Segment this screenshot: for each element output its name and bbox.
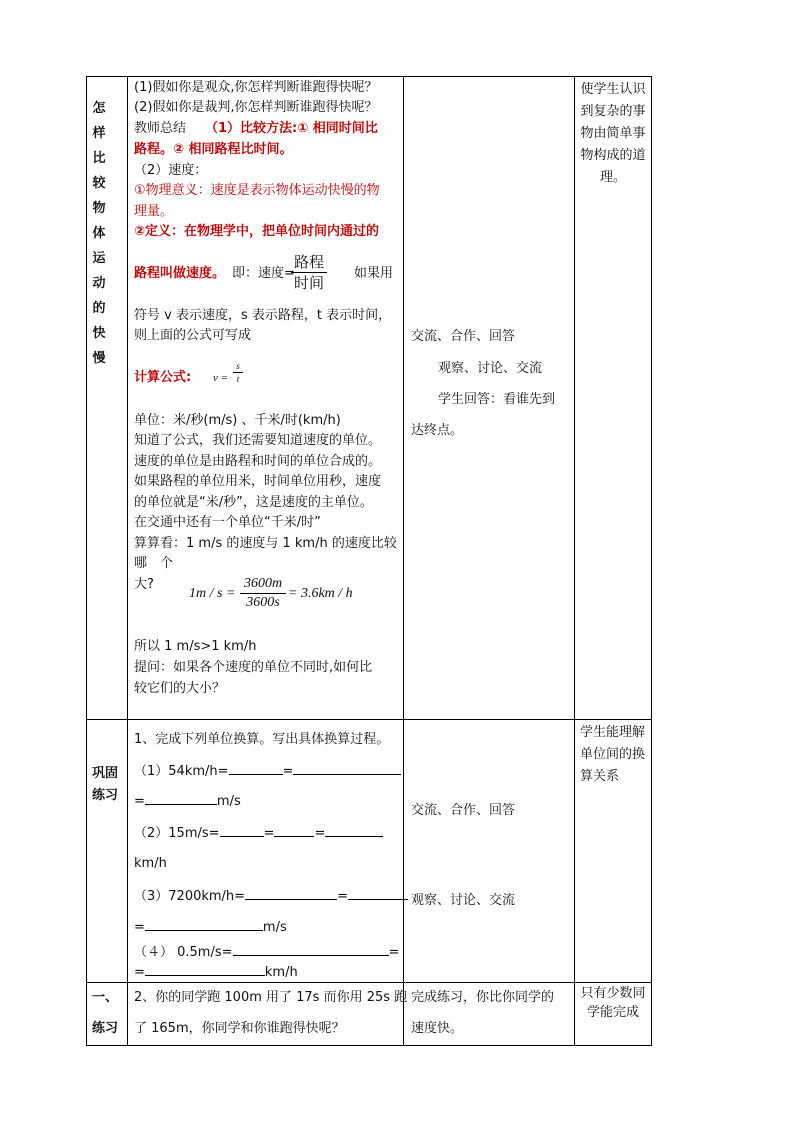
question-line-1: 提问：如果各个速度的单位不同时,如何比 (134, 660, 373, 675)
formula-s: s (233, 360, 243, 373)
exercise-2-blank-2[interactable] (274, 824, 314, 837)
symbol-explanation-line-2: 则上面的公式可写成 (134, 328, 252, 343)
exercise-intro: 1、完成下列单位换算。写出具体换算过程。 (134, 732, 390, 747)
table-column-divider-3 (574, 76, 575, 1045)
table-border-right (651, 76, 652, 1045)
row2-objective: 学生能理解单位间的换算关系 (580, 725, 646, 784)
exercise-2-unit: km/h (134, 856, 167, 871)
exercise-1-equals-1: = (282, 764, 294, 779)
formula-label: 计算公式: (134, 370, 192, 385)
exercise-2-blank-3[interactable] (325, 824, 383, 837)
definition-line-1: ②定义：在物理学中，把单位时间内通过的 (134, 224, 380, 239)
exercise-4-equals-1: = (388, 945, 400, 960)
exercise-2-equals-2: = (314, 826, 326, 841)
row2-student-activity-1: 交流、合作、回答 (411, 803, 516, 818)
conversion-equation-right: = 3.6km / h (288, 586, 353, 601)
row2-student-activity-2: 观察、讨论、交流 (411, 893, 516, 908)
exercise-3-blank-3[interactable] (145, 918, 263, 931)
row1-title-char: 较 (92, 176, 106, 191)
definition-formula-label: 即：速度= (232, 266, 295, 281)
row1-title-char: 物 (92, 201, 106, 216)
fraction-numerator: 路程 (291, 252, 327, 273)
formula-v: v = (213, 372, 229, 384)
exercise-1-blank-1[interactable] (229, 762, 283, 775)
fraction-denominator: 时间 (293, 274, 324, 292)
unit-line: 单位：米/秒(m/s) 、千米/时(km/h) (134, 413, 341, 428)
student-activity-1: 交流、合作、回答 (411, 329, 516, 344)
exercise-2-line-1 (134, 824, 383, 843)
exercise-4-line-1 (134, 943, 399, 962)
exercise-3-unit: m/s (262, 920, 287, 935)
row1-title-char: 快 (92, 326, 106, 341)
exercise-1-line-1 (134, 762, 401, 781)
conversion-equation-left: 1m / s = (189, 586, 236, 601)
exercise-3-equals-1: = (337, 889, 348, 904)
row1-title-char: 的 (92, 301, 106, 316)
paragraph-line-4: 的单位就是“米/秒”，这是速度的主单位。 (134, 495, 373, 510)
paragraph-line-1: 知道了公式，我们还需要知道速度的单位。 (134, 433, 382, 448)
table-row-divider-2 (86, 982, 652, 983)
conversion-numerator: 3600m (240, 575, 286, 594)
student-activity-2: 观察、讨论、交流 (438, 361, 543, 376)
exercise-2-blank-1[interactable] (220, 824, 264, 837)
exercise-4-line-2 (134, 963, 298, 982)
row3-problem-line-2: 了 165m，你同学和你谁跑得快呢？ (134, 1021, 345, 1036)
speed-word-fraction (291, 252, 327, 293)
student-activity-4: 达终点。 (411, 423, 464, 438)
speed-heading: （2）速度： (134, 163, 208, 178)
exercise-3-equals-2: = (134, 920, 145, 935)
paragraph-line-7: 哪 个 (134, 556, 174, 571)
student-activity-3: 学生回答：看谁先到 (438, 392, 556, 407)
conversion-denominator: 3600s (246, 595, 280, 610)
exercise-3-label: （3）7200km/h= (134, 889, 246, 904)
row1-title-char: 比 (92, 151, 106, 166)
definition-continuation: 如果用 (354, 266, 394, 281)
exercise-3-line-2 (134, 918, 287, 937)
row2-title-line-1: 巩固 (92, 766, 119, 781)
row1-title-char: 体 (92, 226, 106, 241)
physical-meaning-line-2: 理量。 (134, 204, 174, 219)
exercise-2-label: （2）15m/s= (134, 826, 220, 841)
exercise-1-blank-2[interactable] (293, 762, 401, 775)
conclusion-line: 所以 1 m/s>1 km/h (134, 639, 257, 654)
row1-title-char: 样 (92, 126, 106, 141)
comparison-method-line-2: 路程。② 相同路程比时间。 (134, 142, 293, 157)
paragraph-line-3: 如果路程的单位用米，时间单位用秒，速度 (134, 474, 382, 489)
table-column-divider-1 (127, 76, 128, 1045)
row1-objective: 使学生认识到复杂的事物由简单事物构成的道理。 (580, 82, 646, 185)
row3-objective: 只有少数同学能完成 (580, 986, 646, 1020)
exercise-4-equals-2: = (134, 965, 145, 980)
question-2: (2)假如你是裁判,你怎样判断谁跑得快呢？ (134, 100, 378, 115)
row3-title-line-2: 练习 (92, 1021, 119, 1036)
exercise-1-blank-3[interactable] (145, 792, 217, 805)
paragraph-line-6: 算算看：1 m/s 的速度与 1 km/h 的速度比较 (134, 536, 397, 551)
row1-title (92, 96, 106, 371)
exercise-1-line-2 (134, 792, 241, 811)
row3-student-line-2: 速度快。 (411, 1021, 464, 1036)
conversion-equation-fraction (240, 575, 286, 612)
row1-title-char: 慢 (92, 351, 106, 366)
row3-problem-line-1: 2、你的同学跑 100m 用了 17s 而你用 25s 跑 (134, 990, 408, 1005)
row1-title-char: 怎 (92, 101, 106, 116)
teacher-summary-label: 教师总结 (134, 121, 187, 136)
exercise-3-blank-2[interactable] (348, 887, 408, 900)
paragraph-line-2: 速度的单位是由路程和时间的单位合成的。 (134, 454, 382, 469)
exercise-4-unit: km/h (264, 965, 298, 980)
table-row-divider-1 (86, 719, 652, 720)
table-border-bottom (86, 1045, 652, 1046)
exercise-4-label: （４） 0.5m/s= (134, 945, 233, 960)
question-1: (1)假如你是观众,你怎样判断谁跑得快呢？ (134, 80, 378, 95)
exercise-4-blank-2[interactable] (145, 963, 265, 976)
exercise-1-unit: m/s (216, 794, 241, 809)
physical-meaning-line-1: ①物理意义：速度是表示物体运动快慢的物 (134, 183, 380, 198)
table-border-top (86, 76, 652, 77)
symbol-explanation-line-1: 符号 v 表示速度，s 表示路程，t 表示时间， (134, 308, 392, 323)
row2-title-line-2: 练习 (92, 788, 119, 803)
formula-s-over-t (233, 360, 243, 385)
row1-title-char: 动 (92, 276, 106, 291)
paragraph-line-8: 大? (134, 577, 154, 592)
exercise-1-equals-2: = (134, 794, 145, 809)
exercise-3-line-1 (134, 887, 408, 906)
paragraph-line-5: 在交通中还有一个单位“千米/时” (134, 515, 321, 530)
exercise-2-equals-1: = (263, 826, 275, 841)
row1-title-char: 运 (92, 251, 106, 266)
definition-line-2: 路程叫做速度。 (134, 266, 226, 281)
row3-student-line-1: 完成练习，你比你同学的 (411, 990, 555, 1005)
exercise-3-blank-1[interactable] (245, 887, 337, 900)
exercise-1-label: （1）54km/h= (134, 764, 229, 779)
row3-title-line-1: 一、 (92, 990, 119, 1005)
formula-t: t (236, 374, 240, 384)
comparison-method-line-1: （1）比较方法:① 相同时间比 (205, 121, 378, 136)
question-line-2: 较它们的大小？ (134, 681, 226, 696)
exercise-4-blank-1[interactable] (233, 943, 389, 956)
table-border-left (86, 76, 87, 1045)
